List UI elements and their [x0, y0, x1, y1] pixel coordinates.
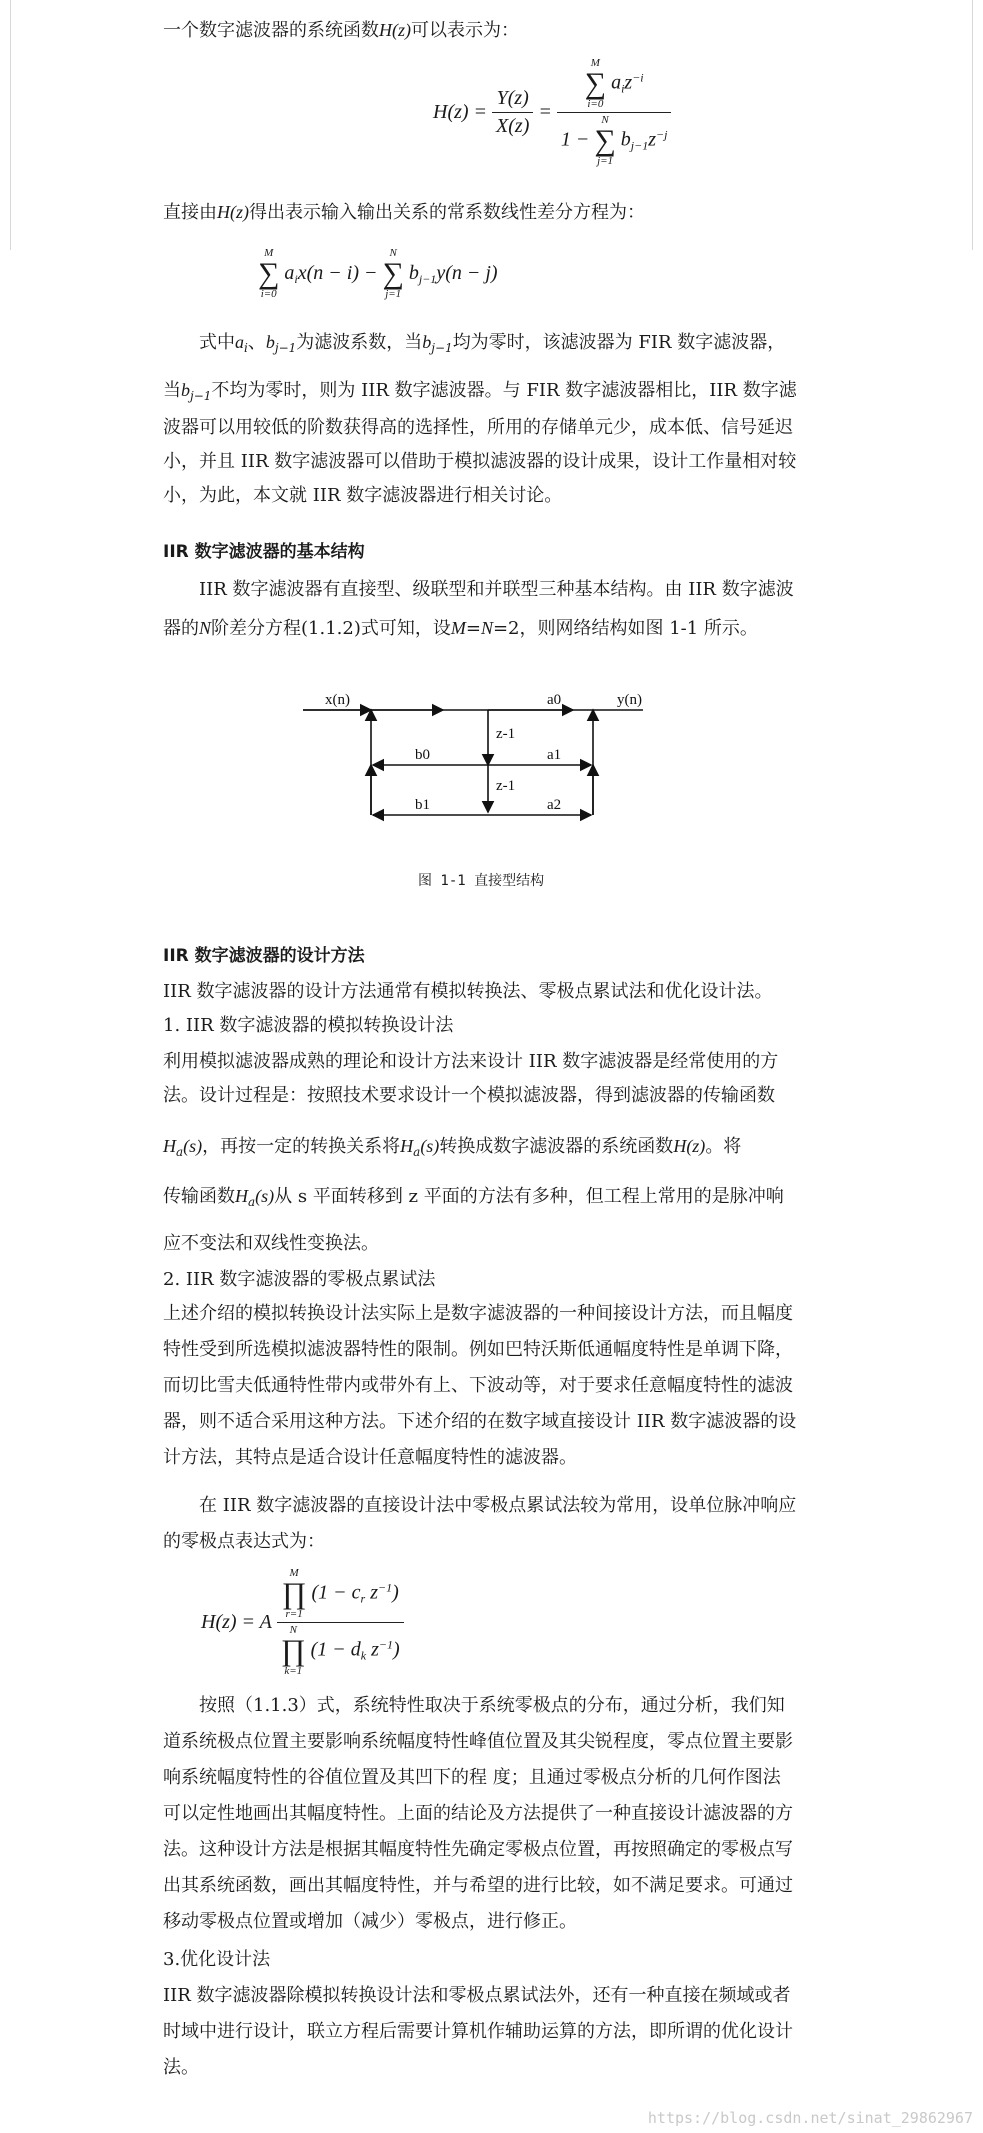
direct-form-diagram [303, 690, 683, 830]
para-pole-zero-l3: 而切比雪夫低通特性带内或带外有上、下波动等，对于要求任意幅度特性的滤波 [163, 1375, 793, 1396]
label-b0: b0 [415, 747, 430, 763]
label-z-inverse-1: z-1 [496, 726, 516, 742]
para-optimization-l1: IIR 数字滤波器除模拟转换设计法和零极点累试法外，还有一种直接在频域或者 [163, 1985, 791, 2006]
product-fraction: M ∏ r=1 ($1 - c_r$ $z^{-1}$) N ∏ k=1 ($1 - d_k$ $z^{-1}$) [277, 1568, 404, 1677]
para-direct-design-l1: 在 IIR 数字滤波器的直接设计法中零极点累试法较为常用，设单位脉冲响应 [199, 1495, 797, 1516]
intro-line: 一个数字滤波器的系统函数H(z)可以表示为： [163, 20, 519, 41]
label-z-inverse-2: z-1 [496, 778, 516, 794]
section1-title: 1. IIR 数字滤波器的模拟转换设计法 [163, 1015, 454, 1036]
para-pole-zero-l5: 计方法，其特点是适合设计任意幅度特性的滤波器。 [163, 1447, 577, 1468]
label-x-n: x(n) [325, 692, 350, 708]
label-a1: a1 [547, 747, 562, 763]
para-coefficients-l5: 小，为此，本文就 IIR 数字滤波器进行相关讨论。 [163, 485, 563, 506]
H-z-symbol: H(z) [379, 20, 411, 40]
para-analysis-l2: 道系统极点位置主要影响系统幅度特性峰值位置及其尖锐程度，零点位置主要影 [163, 1731, 793, 1752]
coefficient-fraction: M ∑ i=0 $a_iz^{-i}$ 1 − N ∑ j=1 $b_{j-1}z^{-j}$ [557, 58, 672, 167]
para-pole-zero-l1: 上述介绍的模拟转换设计法实际上是数字滤波器的一种间接设计方法，而且幅度 [163, 1303, 793, 1324]
para-analysis-l1: 按照（1.1.3）式，系统特性取决于系统零极点的分布，通过分析，我们知 [199, 1695, 785, 1716]
product-denominator: N ∏ k=1 [280, 1624, 306, 1677]
para-structures-l1: IIR 数字滤波器有直接型、级联型和并联型三种基本结构。由 IIR 数字滤波 [199, 579, 794, 600]
para-analysis-l7: 移动零极点位置或增加（减少）零极点，进行修正。 [163, 1911, 577, 1932]
para-analog-l1: 利用模拟滤波器成熟的理论和设计方法来设计 IIR 数字滤波器是经常使用的方 [163, 1051, 779, 1072]
document-page [163, 0, 983, 2133]
equation-pole-zero: H(z) = A M ∏ r=1 ($1 - c_r$ $z^{-1}$) N ∏ k=1 ($1 - d_k$ $z^{-1}$) [201, 1568, 404, 1677]
sum-j: N ∑ j=1 [382, 247, 404, 300]
para-methods-overview: IIR 数字滤波器的设计方法通常有模拟转换法、零极点累试法和优化设计法。 [163, 981, 773, 1002]
para-pole-zero-l2: 特性受到所选模拟滤波器特性的限制。例如巴特沃斯低通幅度特性是单调下降， [163, 1339, 793, 1360]
para-optimization-l2: 时域中进行设计，联立方程后需要计算机作辅助运算的方法，即所谓的优化设计 [163, 2021, 793, 2042]
label-b1: b1 [415, 797, 430, 813]
equation-difference: M ∑ i=0 $a_ix(n - i)$ − N ∑ j=1 $b_{j-1}y(n - j)$ [258, 247, 498, 300]
left-margin-line [10, 0, 11, 250]
para-analysis-l5: 法。这种设计方法是根据其幅度特性先确定零极点位置，再按照确定的零极点写 [163, 1839, 793, 1860]
label-a0: a0 [547, 692, 562, 708]
para-coefficients-l4: 小，并且 IIR 数字滤波器可以借助于模拟滤波器的设计成果，设计工作量相对较 [163, 451, 797, 472]
para-direct-design-l2: 的零极点表达式为： [163, 1531, 325, 1552]
heading-basic-structure: IIR 数字滤波器的基本结构 [163, 542, 365, 562]
equation-transfer-function: H(z) = $\frac{Y(z)}{X(z)}$ = M ∑ i=0 $a_iz^{-i}$ 1 − N ∑ j=1 $b_{j-1}z^{-j}$ [433, 58, 671, 167]
section3-title: 3.优化设计法 [163, 1949, 271, 1970]
para-analog-l4: 传输函数$H_a(s)$从 s 平面转移到 z 平面的方法有多种，但工程上常用的是脉冲响 [163, 1186, 784, 1209]
para-coefficients-l2: 当$b_{j-1}$不均为零时，则为 IIR 数字滤波器。与 FIR 数字滤波器相比，IIR 数字滤 [163, 380, 797, 403]
blog-watermark: https://blog.csdn.net/sinat_29862967 [647, 2109, 973, 2127]
para-optimization-l3: 法。 [163, 2057, 199, 2078]
para-pole-zero-l4: 器，则不适合采用这种方法。下述介绍的在数字域直接设计 IIR 数字滤波器的设 [163, 1411, 797, 1432]
para-structures-l2: 器的N阶差分方程(1.1.2)式可知，设M=N=2，则网络结构如图 1-1 所示。 [163, 618, 758, 639]
para-coefficients-l3: 波器可以用较低的阶数获得高的选择性，所用的存储单元少，成本低、信号延迟 [163, 417, 793, 438]
figure-caption: 图 1-1 直接型结构 [418, 873, 545, 889]
sum-denominator: N ∑ j=1 [594, 114, 616, 167]
para-analysis-l6: 出其系统函数，画出其幅度特性，并与希望的进行比较，如不满足要求。可通过 [163, 1875, 793, 1896]
sum-i: M ∑ i=0 [258, 247, 280, 300]
para-analysis-l3: 响系统幅度特性的谷值位置及其凹下的程 度；且通过零极点分析的几何作图法 [163, 1767, 781, 1788]
para-analysis-l4: 可以定性地画出其幅度特性。上面的结论及方法提供了一种直接设计滤波器的方 [163, 1803, 793, 1824]
Y-over-X-fraction: $\frac{Y(z)}{X(z)}$ [492, 87, 533, 138]
para-analog-l5: 应不变法和双线性变换法。 [163, 1233, 379, 1254]
para-analog-l2: 法。设计过程是：按照技术要求设计一个模拟滤波器，得到滤波器的传输函数 [163, 1085, 775, 1106]
para-difference-intro: 直接由H(z)得出表示输入输出关系的常系数线性差分方程为： [163, 202, 645, 223]
para-analog-l3: $H_a(s)$，再按一定的转换关系将$H_a(s)$转换成数字滤波器的系统函数H(z)。将 [163, 1136, 742, 1159]
label-a2: a2 [547, 797, 562, 813]
heading-design-methods: IIR 数字滤波器的设计方法 [163, 946, 365, 966]
product-numerator: M ∏ r=1 [281, 1567, 307, 1620]
section2-title: 2. IIR 数字滤波器的零极点累试法 [163, 1269, 436, 1290]
label-y-n: y(n) [617, 692, 642, 708]
para-coefficients-l1: 式中$a_i$、$b_{j-1}$为滤波系数，当$b_{j-1}$均为零时，该滤波器为 FIR 数字滤波器， [199, 332, 786, 355]
sum-numerator: M ∑ i=0 [584, 57, 607, 110]
